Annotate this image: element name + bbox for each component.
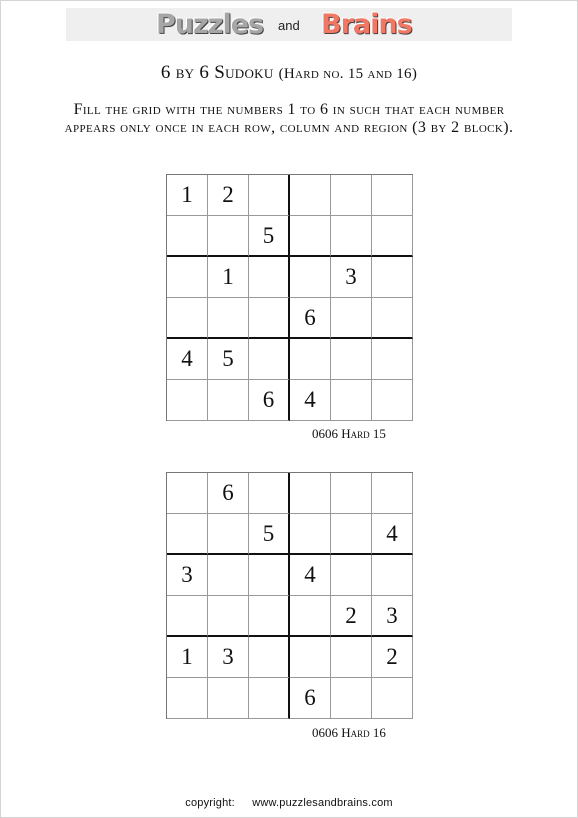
sudoku-cell[interactable] — [372, 339, 413, 380]
instructions-line-2: appears only once in each row, column and region (3 by 2 block). — [64, 119, 514, 136]
sudoku-cell[interactable] — [372, 216, 413, 257]
sudoku-cell[interactable] — [167, 380, 208, 421]
sudoku-cell: 6 — [290, 678, 331, 719]
sudoku-cell[interactable] — [208, 678, 249, 719]
sudoku-cell[interactable] — [372, 175, 413, 216]
sudoku-cell: 3 — [331, 257, 372, 298]
sudoku-cell[interactable] — [167, 473, 208, 514]
sudoku-cell[interactable] — [167, 514, 208, 555]
sudoku-cell[interactable] — [249, 298, 290, 339]
sudoku-cell[interactable] — [372, 473, 413, 514]
sudoku-cell[interactable] — [167, 257, 208, 298]
sudoku-cell[interactable] — [331, 678, 372, 719]
sudoku-cell[interactable] — [208, 216, 249, 257]
sudoku-cell[interactable] — [372, 555, 413, 596]
sudoku-cell: 5 — [249, 514, 290, 555]
sudoku-cell[interactable] — [372, 380, 413, 421]
sudoku-cell[interactable] — [331, 380, 372, 421]
sudoku-cell: 6 — [290, 298, 331, 339]
sudoku-cell[interactable] — [167, 678, 208, 719]
puzzle-label-hard-15: 0606 Hard 15 — [312, 426, 386, 441]
logo-puzzles-text: Puzzles — [156, 9, 264, 40]
sudoku-cell: 4 — [372, 514, 413, 555]
sudoku-cell[interactable] — [331, 555, 372, 596]
sudoku-cell[interactable] — [208, 555, 249, 596]
sudoku-cell[interactable] — [208, 596, 249, 637]
sudoku-cell[interactable] — [331, 514, 372, 555]
sudoku-cell[interactable] — [290, 473, 331, 514]
sudoku-cell[interactable] — [208, 514, 249, 555]
sudoku-cell[interactable] — [290, 514, 331, 555]
puzzle-label-hard-16: 0606 Hard 16 — [312, 725, 386, 740]
title-subtitle: (Hard no. 15 and 16) — [278, 66, 418, 82]
sudoku-cell: 3 — [372, 596, 413, 637]
sudoku-cell: 1 — [167, 637, 208, 678]
footer — [0, 797, 578, 809]
instructions-line-1: Fill the grid with the numbers 1 to 6 in such that each number — [73, 101, 505, 118]
sudoku-cell[interactable] — [331, 216, 372, 257]
sudoku-cell[interactable] — [249, 596, 290, 637]
sudoku-cell[interactable] — [331, 339, 372, 380]
copyright-label: copyright: — [185, 797, 235, 809]
title-main: 6 by 6 Sudoku — [160, 62, 274, 83]
logo-and-text: and — [278, 18, 300, 33]
sudoku-cell[interactable] — [290, 216, 331, 257]
sudoku-cell[interactable] — [290, 257, 331, 298]
sudoku-cell[interactable] — [331, 298, 372, 339]
sudoku-cell[interactable] — [290, 596, 331, 637]
sudoku-cell: 1 — [167, 175, 208, 216]
sudoku-cell[interactable] — [249, 637, 290, 678]
sudoku-cell: 3 — [208, 637, 249, 678]
sudoku-cell[interactable] — [208, 298, 249, 339]
sudoku-cell[interactable] — [249, 257, 290, 298]
sudoku-cell[interactable] — [290, 637, 331, 678]
sudoku-cell: 5 — [249, 216, 290, 257]
sudoku-cell[interactable] — [372, 257, 413, 298]
sudoku-cell: 4 — [290, 380, 331, 421]
sudoku-cell[interactable] — [167, 216, 208, 257]
sudoku-cell: 4 — [167, 339, 208, 380]
sudoku-cell[interactable] — [167, 596, 208, 637]
sudoku-cell: 3 — [167, 555, 208, 596]
instructions — [0, 101, 578, 137]
sudoku-cell[interactable] — [249, 555, 290, 596]
logo-banner — [66, 8, 512, 41]
sudoku-cell[interactable] — [290, 175, 331, 216]
sudoku-cell: 2 — [208, 175, 249, 216]
sudoku-cell[interactable] — [372, 298, 413, 339]
sudoku-grid-hard-15 — [166, 174, 413, 421]
page-title — [0, 62, 578, 84]
logo-brains-text: Brains — [321, 9, 412, 40]
sudoku-cell[interactable] — [249, 678, 290, 719]
sudoku-cell: 2 — [331, 596, 372, 637]
website-url: www.puzzlesandbrains.com — [252, 797, 393, 809]
sudoku-cell[interactable] — [249, 473, 290, 514]
sudoku-cell[interactable] — [208, 380, 249, 421]
sudoku-cell[interactable] — [290, 339, 331, 380]
sudoku-cell: 4 — [290, 555, 331, 596]
sudoku-cell: 6 — [208, 473, 249, 514]
sudoku-cell[interactable] — [331, 175, 372, 216]
sudoku-cell: 2 — [372, 637, 413, 678]
sudoku-cell: 1 — [208, 257, 249, 298]
sudoku-cell[interactable] — [167, 298, 208, 339]
sudoku-cell[interactable] — [249, 175, 290, 216]
sudoku-cell[interactable] — [331, 637, 372, 678]
sudoku-cell: 5 — [208, 339, 249, 380]
sudoku-grid-hard-16 — [166, 472, 413, 719]
sudoku-cell[interactable] — [331, 473, 372, 514]
sudoku-cell[interactable] — [372, 678, 413, 719]
sudoku-cell: 6 — [249, 380, 290, 421]
sudoku-cell[interactable] — [249, 339, 290, 380]
